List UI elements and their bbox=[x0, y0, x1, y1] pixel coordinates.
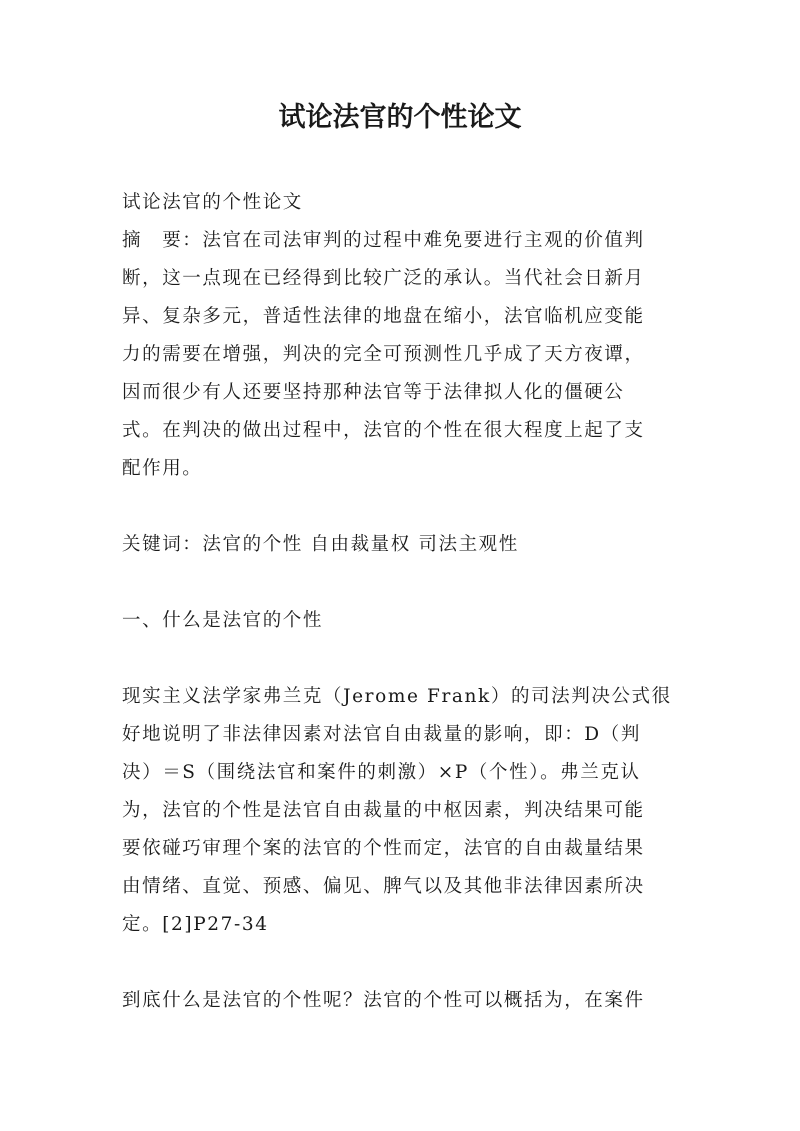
document-body bbox=[122, 184, 684, 1020]
keywords-line: 关键词：法官的个性 自由裁量权 司法主观性 bbox=[122, 534, 519, 555]
abstract-line: 摘 要：法官在司法审判的过程中难免要进行主观的价值判 bbox=[122, 230, 645, 251]
abstract-line: 配作用。 bbox=[122, 458, 203, 479]
paragraph-gap bbox=[122, 564, 684, 602]
abstract-line: 因而很少有人还要坚持那种法官等于法律拟人化的僵硬公 bbox=[122, 382, 625, 403]
paragraph-line: 由情绪、直觉、预感、偏见、脾气以及其他非法律因素所决 bbox=[122, 876, 645, 897]
paragraph-line: 为，法官的个性是法官自由裁量的中枢因素，判决结果可能 bbox=[122, 800, 645, 821]
paragraph-line: 好地说明了非法律因素对法官自由裁量的影响，即：D（判 bbox=[122, 724, 641, 745]
abstract-line: 力的需要在增强，判决的完全可预测性几乎成了天方夜谭， bbox=[122, 344, 645, 365]
section-heading: 一、什么是法官的个性 bbox=[122, 610, 324, 631]
paragraph-personality bbox=[122, 982, 684, 1020]
paragraph-gap bbox=[122, 640, 684, 678]
paragraph-line: 要依碰巧审理个案的法官的个性而定，法官的自由裁量结果 bbox=[122, 838, 645, 859]
paragraph-gap bbox=[122, 944, 684, 982]
paragraph-line: 到底什么是法官的个性呢？法官的个性可以概括为，在案件 bbox=[122, 990, 645, 1011]
abstract-block bbox=[122, 222, 684, 488]
document-title: 试论法官的个性论文 bbox=[278, 102, 522, 133]
paragraph-line: 定。[2]P27-34 bbox=[122, 914, 269, 935]
paragraph-line: 现实主义法学家弗兰克（Jerome Frank）的司法判决公式很 bbox=[122, 686, 672, 707]
abstract-line: 式。在判决的做出过程中，法官的个性在很大程度上起了支 bbox=[122, 420, 645, 441]
paragraph-line: 决）＝S（围绕法官和案件的刺激）×P（个性）。弗兰克认 bbox=[122, 762, 641, 783]
abstract-line: 异、复杂多元，普适性法律的地盘在缩小，法官临机应变能 bbox=[122, 306, 645, 327]
paragraph-frank bbox=[122, 678, 684, 944]
paragraph-gap bbox=[122, 488, 684, 526]
subtitle-line: 试论法官的个性论文 bbox=[122, 192, 303, 213]
abstract-line: 断，这一点现在已经得到比较广泛的承认。当代社会日新月 bbox=[122, 268, 645, 289]
